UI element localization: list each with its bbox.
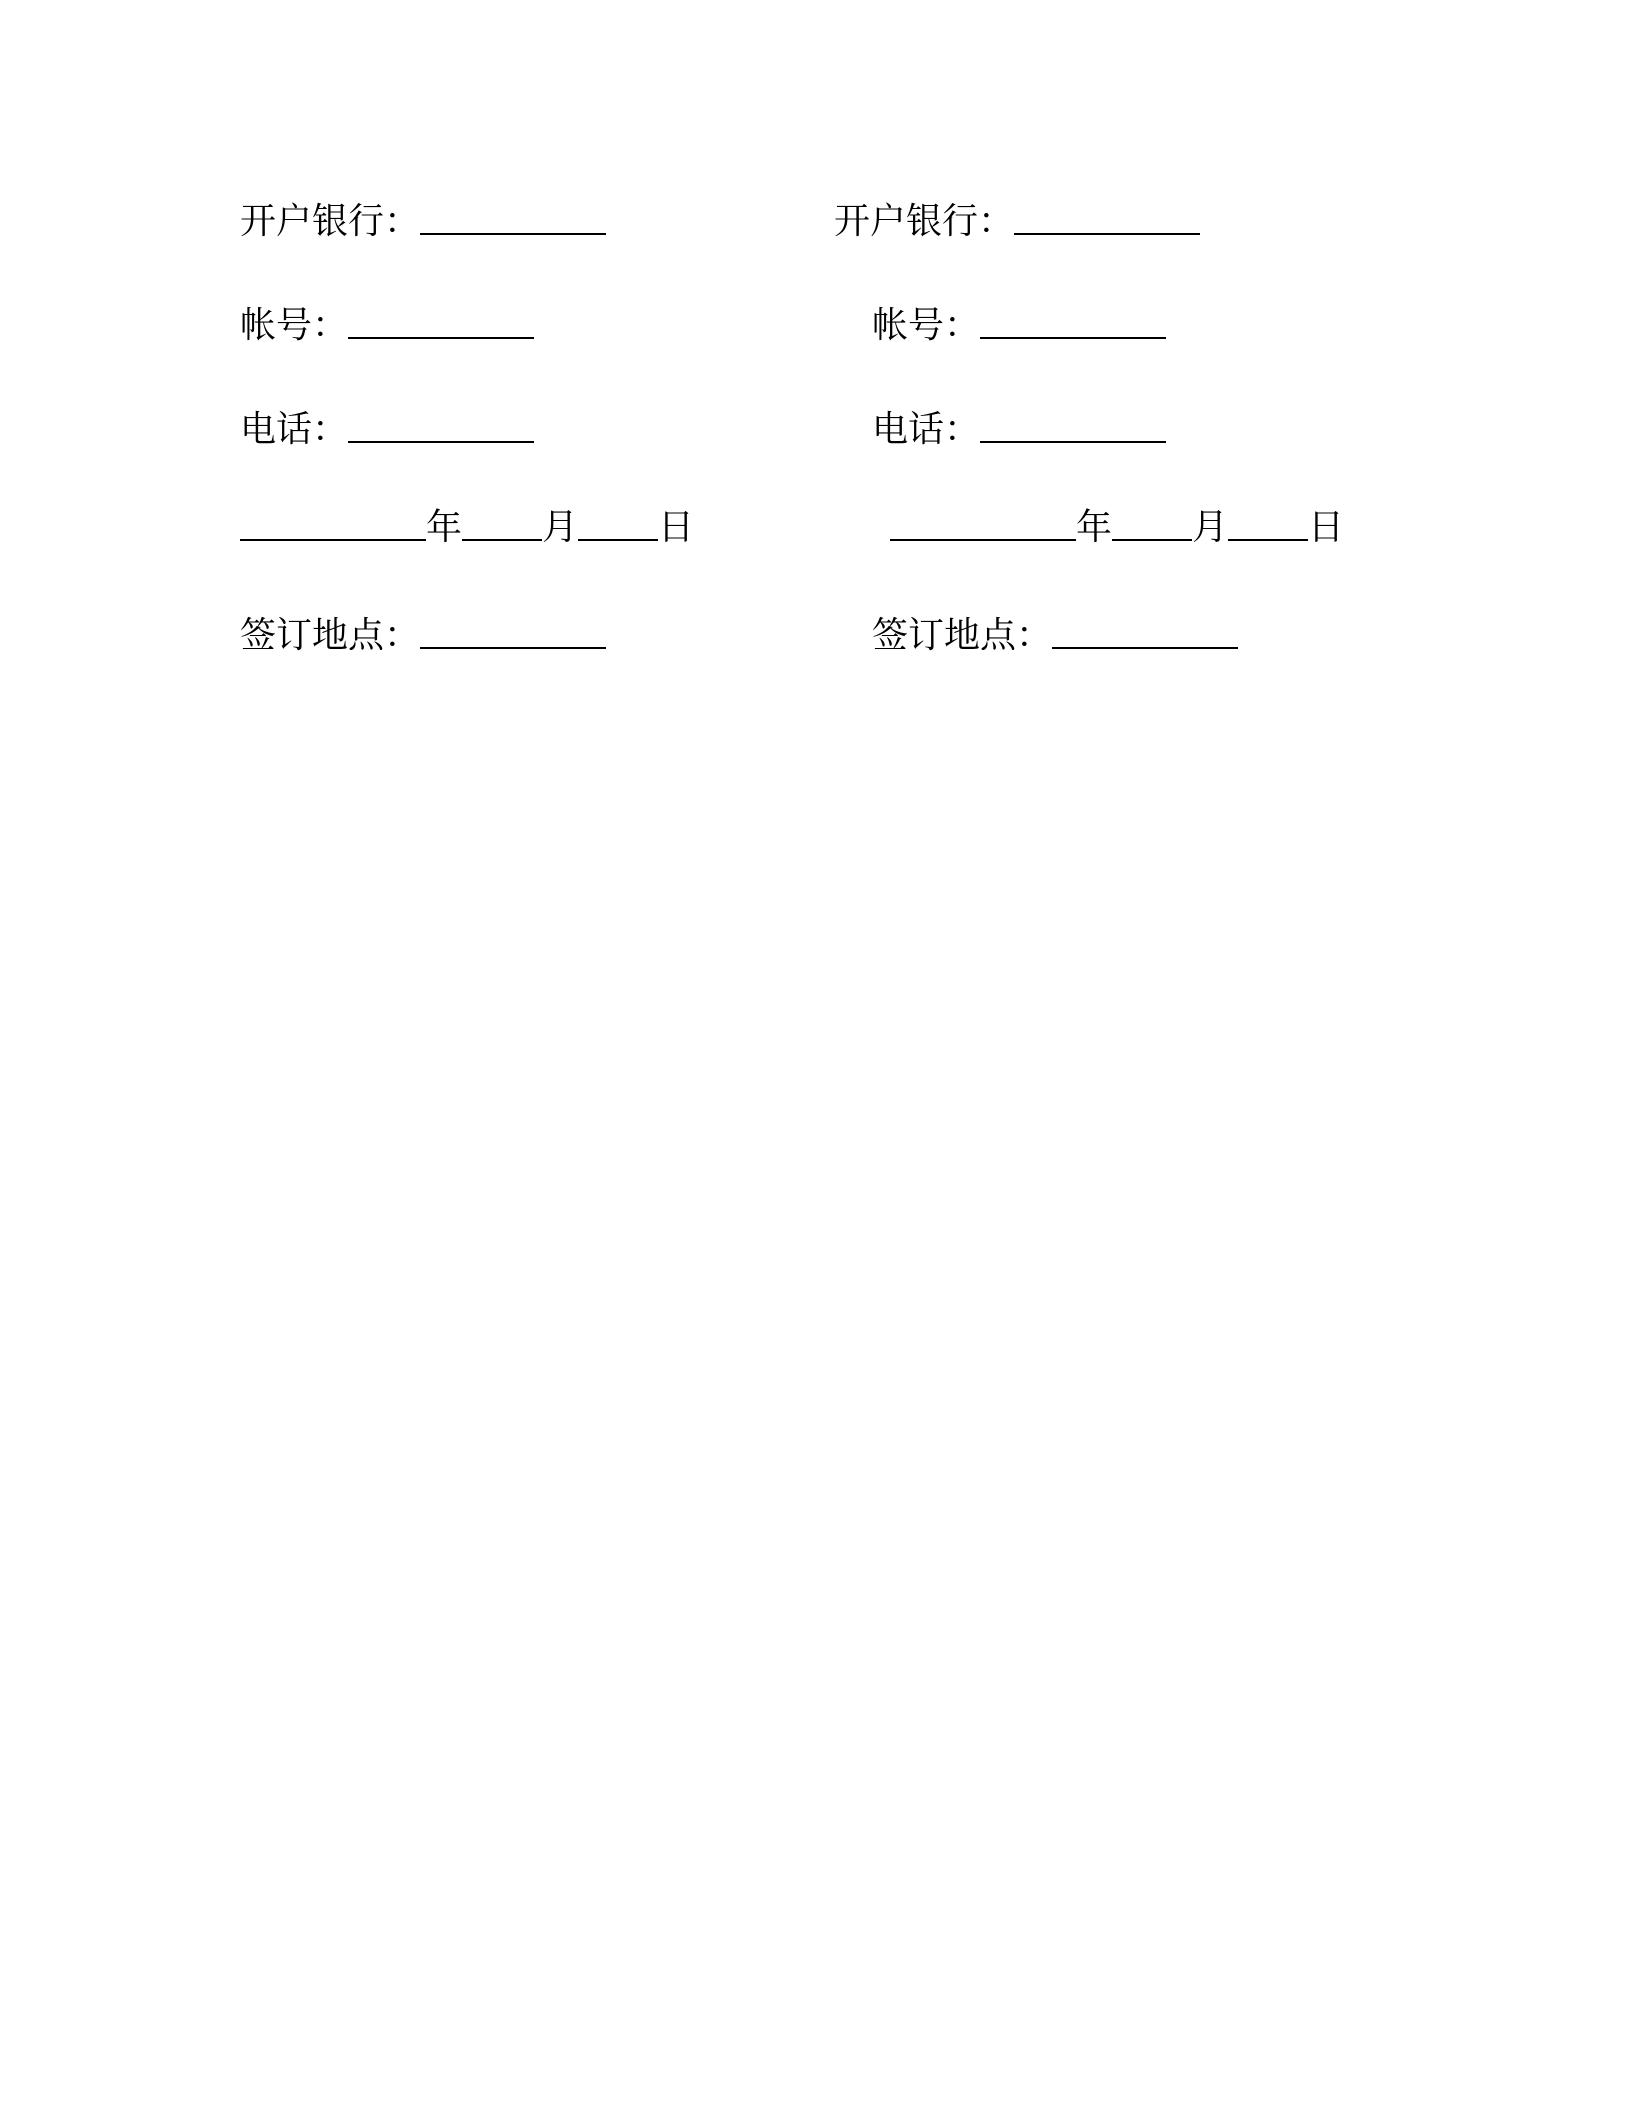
right-account-label: 帐号： (872, 305, 981, 346)
left-bank-field (240, 200, 606, 244)
right-account-blank[interactable] (980, 307, 1166, 339)
left-place-field (240, 614, 606, 658)
right-bank-blank[interactable] (1014, 203, 1200, 235)
right-place-field (872, 614, 1238, 658)
right-day-label: 日 (1308, 507, 1345, 548)
left-phone-blank[interactable] (348, 411, 534, 443)
left-account-field (240, 304, 534, 348)
left-date-field (240, 506, 694, 550)
left-month-label: 月 (542, 507, 579, 548)
left-year-label: 年 (426, 507, 463, 548)
right-month-label: 月 (1192, 507, 1229, 548)
right-place-blank[interactable] (1052, 617, 1238, 649)
left-account-blank[interactable] (348, 307, 534, 339)
right-account-field (872, 304, 1166, 348)
left-phone-field (240, 408, 534, 452)
left-place-label: 签订地点： (240, 615, 421, 656)
left-place-blank[interactable] (420, 617, 606, 649)
left-day-blank[interactable] (578, 509, 658, 541)
left-bank-label: 开户银行： (240, 201, 421, 242)
right-phone-blank[interactable] (980, 411, 1166, 443)
right-phone-field (872, 408, 1166, 452)
right-place-label: 签订地点： (872, 615, 1053, 656)
right-day-blank[interactable] (1228, 509, 1308, 541)
right-date-field (890, 506, 1344, 550)
right-bank-label: 开户银行： (834, 201, 1015, 242)
left-account-label: 帐号： (240, 305, 349, 346)
right-month-blank[interactable] (1112, 509, 1192, 541)
left-day-label: 日 (658, 507, 695, 548)
left-year-blank[interactable] (240, 509, 426, 541)
left-phone-label: 电话： (240, 409, 349, 450)
left-month-blank[interactable] (462, 509, 542, 541)
left-bank-blank[interactable] (420, 203, 606, 235)
right-bank-field (834, 200, 1200, 244)
right-year-blank[interactable] (890, 509, 1076, 541)
right-year-label: 年 (1076, 507, 1113, 548)
right-phone-label: 电话： (872, 409, 981, 450)
